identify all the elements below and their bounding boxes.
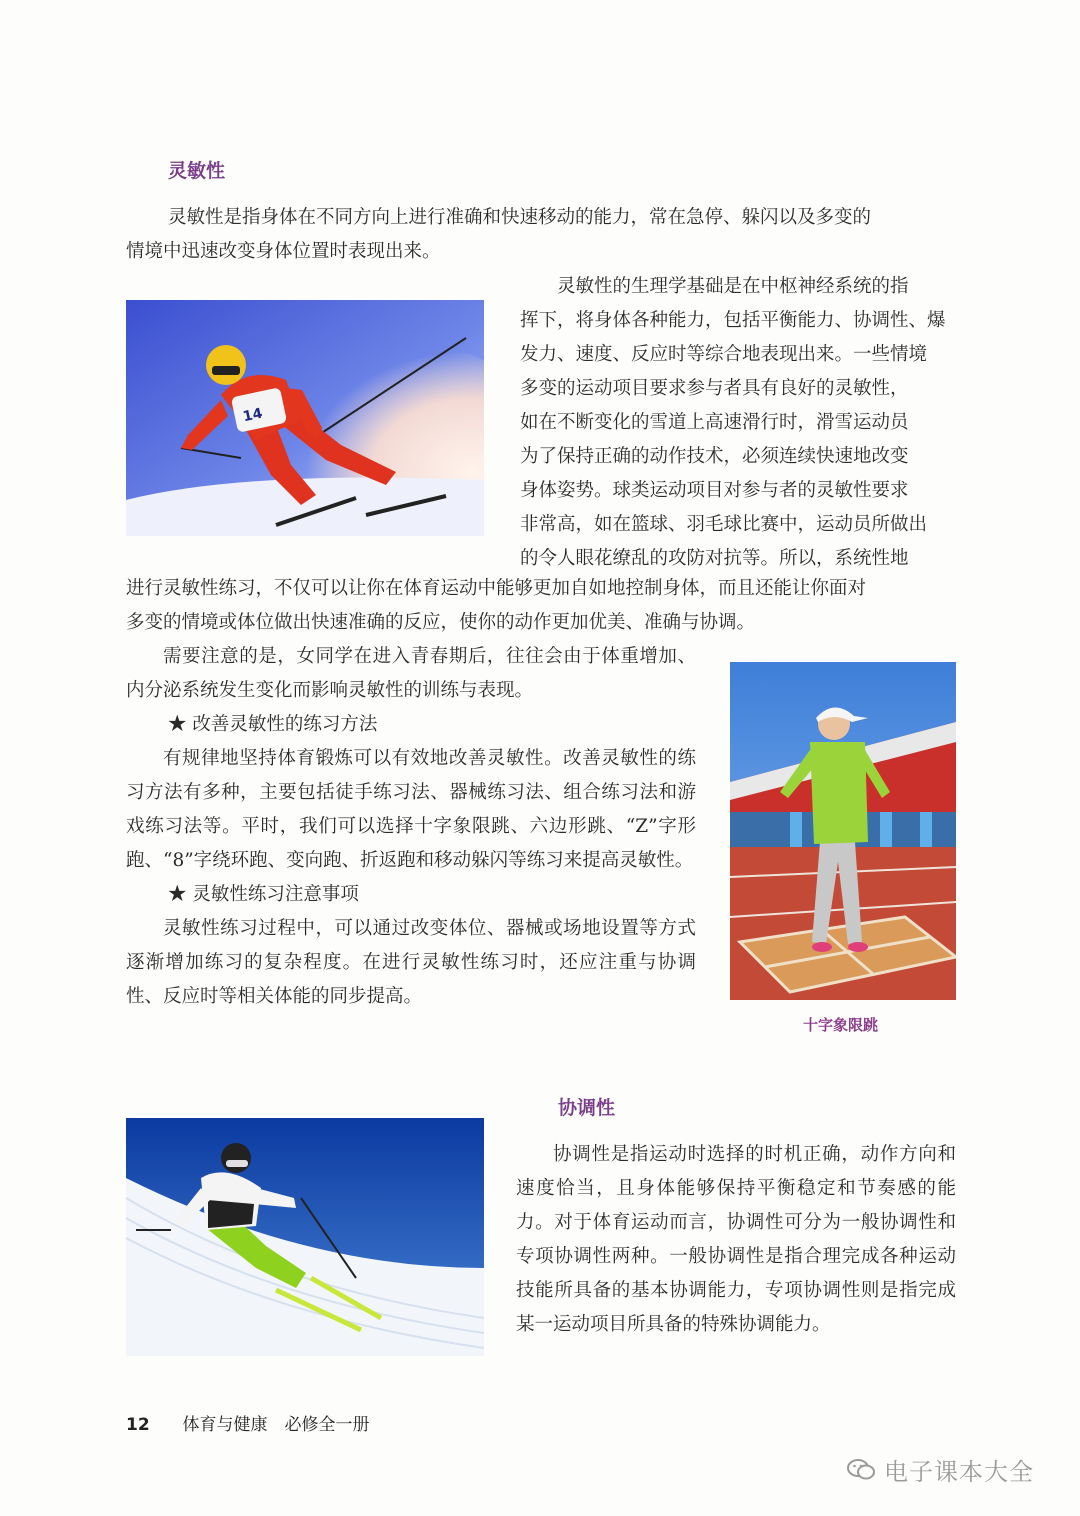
paragraph-practice-notes: 灵敏性练习过程中，可以通过改变体位、器械或场地设置等方式逐渐增加练习的复杂程度。在进行灵敏性练习时，还应注重与协调性、反应时等相关体能的同步提高。 — [126, 918, 696, 1007]
paragraph-coordination: 协调性是指运动时选择的时机正确，动作方向和速度恰当，且身体能够保持平衡稳定和节奏感的能力。对于体育运动而言，协调性可分为一般协调性和专项协调性两种。一般协调性是指合理完成各种运动技能所具备的基本协调能力，专项协调性则是指完成某一运动项目所具备的特殊协调能力。 — [516, 1144, 956, 1335]
page-number: 12 — [126, 1415, 150, 1435]
watermark-text: 电子课本大全 — [884, 1458, 1034, 1486]
paragraph-line: 身体姿势。球类运动项目对参与者的灵敏性要求 — [520, 480, 909, 501]
subheading-practice-notes: ★ 灵敏性练习注意事项 — [168, 884, 359, 905]
section-heading-agility: 灵敏性 — [168, 160, 226, 182]
paragraph-line: 灵敏性的生理学基础是在中枢神经系统的指 — [557, 276, 909, 297]
paragraph-line: 发力、速度、反应时等综合地表现出来。一些情境 — [520, 344, 928, 365]
bib-number: 14 — [241, 405, 264, 426]
paragraph-right-column — [520, 270, 956, 576]
paragraph-line: 多变的运动项目要求参与者具有良好的灵敏性， — [520, 378, 909, 399]
paragraph-practice-methods: 有规律地坚持体育锻炼可以有效地改善灵敏性。改善灵敏性的练习方法有多种，主要包括徒手练习法、器械练习法、组合练习法和游戏练习法等。平时，我们可以选择十字象限跳、六边形跳、“Z”字形跑、“8”字绕环跑、变向跑、折返跑和移动躲闪等练习来提高灵敏性。 — [126, 748, 696, 871]
photo-caption: 十字象限跳 — [803, 1016, 879, 1034]
chat-bubble-icon — [846, 1457, 876, 1483]
paragraph-line: 多变的情境或体位做出快速准确的反应，使你的动作更加优美、准确与协调。 — [126, 612, 756, 633]
photo-downhill-skier — [126, 300, 484, 536]
section-heading-coordination: 协调性 — [558, 1097, 616, 1119]
paragraph-line: 情境中迅速改变身体位置时表现出来。 — [126, 241, 441, 262]
paragraph-line: 挥下，将身体各种能力，包括平衡能力、协调性、爆 — [520, 310, 946, 331]
subheading-practice-methods: ★ 改善灵敏性的练习方法 — [168, 714, 378, 735]
page-footer — [126, 1410, 369, 1435]
paragraph-line: 进行灵敏性练习，不仅可以让你在体育运动中能够更加自如地控制身体，而且还能让你面对 — [126, 578, 867, 599]
paragraph-puberty-note: 需要注意的是，女同学在进入青春期后，往往会由于体重增加、内分泌系统发生变化而影响灵敏性的训练与表现。 — [126, 646, 696, 701]
paragraph-line: 如在不断变化的雪道上高速滑行时，滑雪运动员 — [520, 412, 909, 433]
paragraph-line: 灵敏性是指身体在不同方向上进行准确和快速移动的能力，常在急停、躲闪以及多变的 — [168, 207, 872, 228]
paragraph-line: 的令人眼花缭乱的攻防对抗等。所以，系统性地 — [520, 548, 909, 569]
book-title: 体育与健康 必修全一册 — [182, 1415, 370, 1435]
watermark — [846, 1452, 1034, 1487]
agility-left-column — [126, 640, 696, 1014]
paragraph-line: 非常高，如在篮球、羽毛球比赛中，运动员所做出 — [520, 514, 928, 535]
paragraph-line: 为了保持正确的动作技术，必须连续快速地改变 — [520, 446, 909, 467]
photo-cross-quadrant-jump — [730, 662, 956, 1000]
photo-slalom-skier — [126, 1118, 484, 1356]
coordination-text-column — [516, 1138, 956, 1342]
